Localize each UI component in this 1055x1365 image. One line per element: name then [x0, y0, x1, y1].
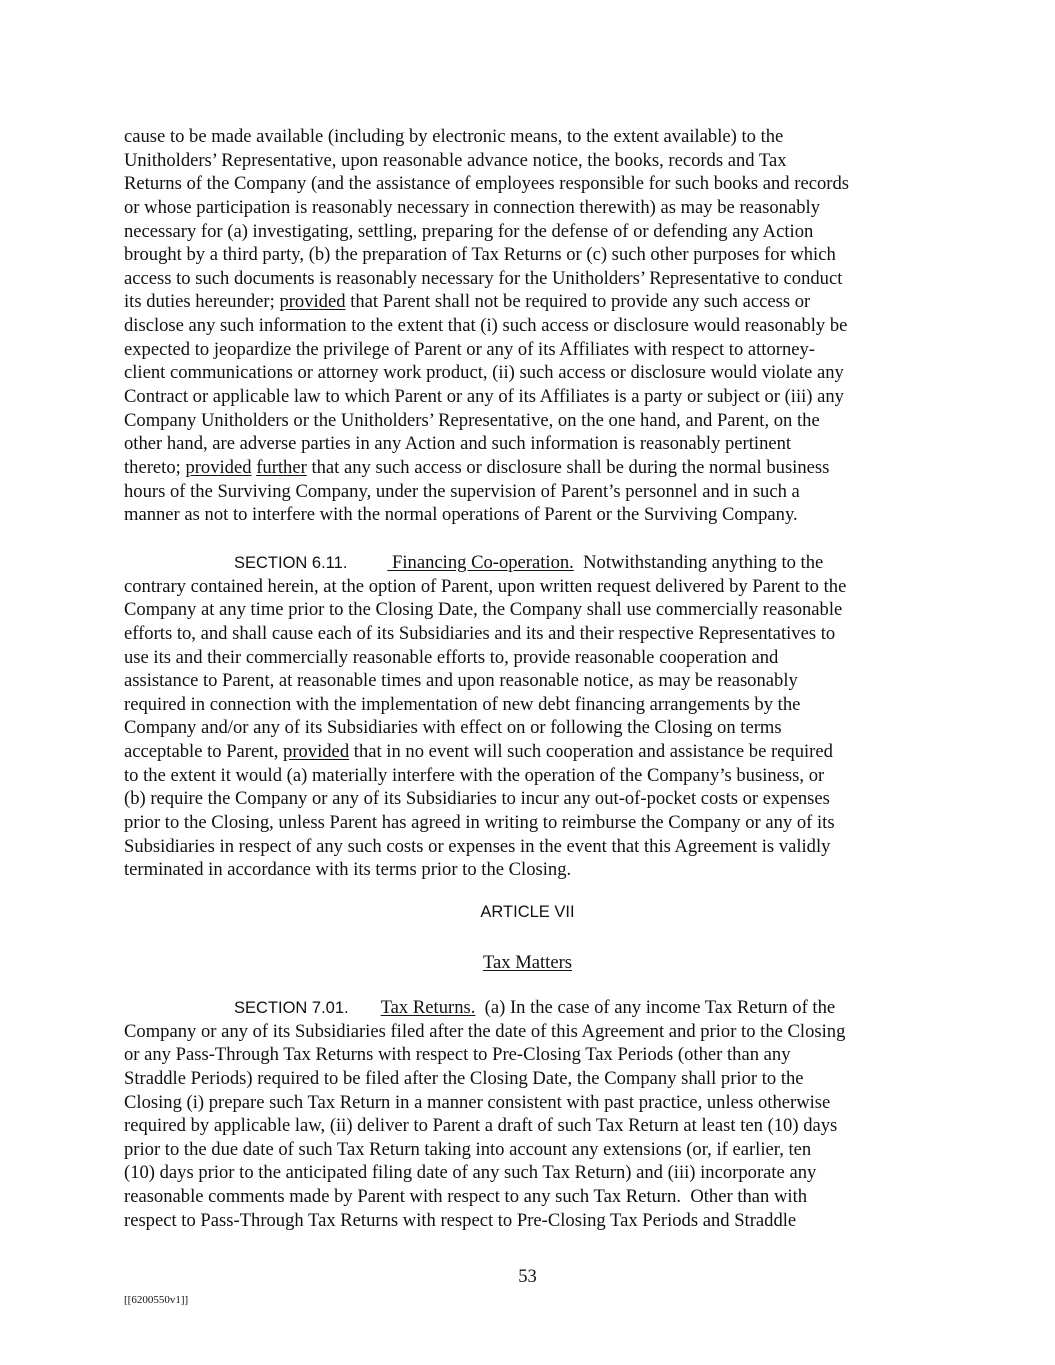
text-line: [124, 669, 944, 693]
text-line: [124, 456, 944, 480]
text-line: [124, 409, 944, 433]
text-segment: Returns of the Company (and the assistance of employees responsible for such books and records: [124, 173, 849, 195]
section-text: (a) In the case of any income Tax Return of the: [475, 997, 836, 1018]
text-segment: or any Pass-Through Tax Returns with respect to Pre-Closing Tax Periods (other than any: [124, 1044, 791, 1066]
text-line: [124, 598, 944, 622]
underlined-term: provided: [185, 456, 252, 478]
section-title: Tax Returns.: [380, 997, 476, 1018]
text-line: [124, 314, 944, 338]
text-segment: brought by a third party, (b) the preparation of Tax Returns or (c) such other purposes for which: [124, 244, 836, 266]
section-7-01-paragraph: [124, 996, 944, 1232]
text-line: [124, 1091, 944, 1115]
text-line: [124, 149, 944, 173]
text-segment: or whose participation is reasonably necessary in connection therewith) as may be reasonably: [124, 196, 820, 218]
text-segment: Unitholders’ Representative, upon reasonable advance notice, the books, records and Tax: [124, 149, 787, 171]
section-heading-line: [124, 551, 944, 575]
text-segment: Company at any time prior to the Closing Date, the Company shall use commercially reasonable: [124, 599, 843, 621]
text-segment: Company and/or any of its Subsidiaries with effect on or following the Closing on terms: [124, 717, 782, 739]
text-line: [124, 693, 944, 717]
text-line: [124, 385, 944, 409]
text-line: [124, 1185, 944, 1209]
text-segment: Contract or applicable law to which Parent or any of its Affiliates is a party or subject or (iii) any: [124, 386, 844, 408]
text-line: [124, 196, 944, 220]
text-line: [124, 646, 944, 670]
text-segment: access to such documents is reasonably necessary for the Unitholders’ Representative to conduct: [124, 267, 843, 289]
text-segment: Company or any of its Subsidiaries filed after the date of this Agreement and prior to the Closing: [124, 1020, 846, 1042]
text-segment: Closing (i) prepare such Tax Return in a manner consistent with past practice, unless otherwise: [124, 1091, 831, 1113]
text-line: [124, 622, 944, 646]
text-segment: cause to be made available (including by electronic means, to the extent available) to the: [124, 126, 784, 147]
section-6-11-paragraph: [124, 551, 944, 882]
text-segment: that in no event will such cooperation and assistance be required: [349, 741, 833, 763]
text-line: [124, 1209, 944, 1233]
text-line: [124, 361, 944, 385]
text-line: [124, 290, 944, 314]
text-line: [124, 243, 944, 267]
text-line: [124, 220, 944, 244]
text-line: [124, 480, 944, 504]
section-body: [124, 1020, 944, 1233]
text-segment: terminated in accordance with its terms prior to the Closing.: [124, 859, 572, 881]
underlined-term: provided: [283, 741, 350, 763]
text-segment: reasonable comments made by Parent with respect to any such Tax Return. Other than with: [124, 1186, 808, 1208]
text-line: [124, 716, 944, 740]
text-line: [124, 1161, 944, 1185]
text-segment: its duties hereunder;: [124, 291, 280, 313]
text-line: [124, 811, 944, 835]
text-segment: prior to the Closing, unless Parent has agreed in writing to reimburse the Company or any of its: [124, 812, 835, 834]
text-line: [124, 503, 944, 527]
section-number: SECTION 7.01.: [234, 999, 349, 1017]
text-segment: necessary for (a) investigating, settling, preparing for the defense of or defending any Action: [124, 220, 814, 242]
text-segment: disclose any such information to the extent that (i) such access or disclosure would reasonably be: [124, 315, 848, 337]
document-id-footer: [[6200550v1]]: [124, 1294, 189, 1306]
text-line: [124, 764, 944, 788]
text-segment: manner as not to interfere with the normal operations of Parent or the Surviving Company.: [124, 504, 798, 526]
section-heading-line: [124, 996, 944, 1020]
text-segment: hours of the Surviving Company, under the supervision of Parent’s personnel and in such a: [124, 480, 800, 502]
text-segment: other hand, are adverse parties in any Action and such information is reasonably pertinent: [124, 433, 792, 455]
text-segment: Company Unitholders or the Unitholders’ Representative, on the one hand, and Parent, on the: [124, 409, 820, 431]
text-line: [124, 575, 944, 599]
text-segment: to the extent it would (a) materially interfere with the operation of the Company’s business, or: [124, 764, 825, 786]
text-segment: efforts to, and shall cause each of its Subsidiaries and its and their respective Representatives to: [124, 622, 836, 644]
underlined-term: provided: [279, 291, 346, 313]
text-segment: (b) require the Company or any of its Subsidiaries to incur any out-of-pocket costs or expenses: [124, 788, 830, 810]
text-segment: thereto;: [124, 456, 186, 478]
text-segment: contrary contained herein, at the option of Parent, upon written request delivered by Parent to the: [124, 575, 847, 597]
text-line: [124, 858, 944, 882]
text-segment: respect to Pass-Through Tax Returns with respect to Pre-Closing Tax Periods and Straddle: [124, 1209, 797, 1231]
text-segment: acceptable to Parent,: [124, 741, 284, 763]
text-line: [124, 740, 944, 764]
text-line: [124, 172, 944, 196]
text-line: [124, 1114, 944, 1138]
text-line: [124, 1067, 944, 1091]
text-line: [124, 125, 944, 149]
text-line: [124, 338, 944, 362]
text-segment: prior to the due date of such Tax Return taking into account any extensions (or, if earlier, ten: [124, 1138, 812, 1160]
section-body: [124, 575, 944, 882]
text-segment: use its and their commercially reasonable efforts to, provide reasonable cooperation and: [124, 646, 779, 668]
text-segment: Straddle Periods) required to be filed after the Closing Date, the Company shall prior to the: [124, 1067, 804, 1089]
page-number: 53: [518, 1266, 537, 1287]
text-line: [124, 835, 944, 859]
text-segment: assistance to Parent, at reasonable times and upon reasonable notice, as may be reasonably: [124, 670, 798, 692]
article-number: ARTICLE VII: [480, 903, 575, 921]
section-text: Notwithstanding anything to the: [573, 552, 824, 573]
paragraph-access-continuation: [124, 125, 944, 527]
text-line: [124, 787, 944, 811]
text-segment: that any such access or disclosure shall be during the normal business: [306, 456, 830, 478]
text-line: [124, 1043, 944, 1067]
underlined-term: further: [256, 456, 307, 478]
text-line: [124, 1138, 944, 1162]
text-segment: required in connection with the implementation of new debt financing arrangements by the: [124, 693, 801, 715]
text-segment: required by applicable law, (ii) deliver to Parent a draft of such Tax Return at least ten (10) days: [124, 1115, 838, 1137]
text-segment: expected to jeopardize the privilege of Parent or any of its Affiliates with respect to attorney-: [124, 338, 816, 360]
section-title: Financing Co-operation.: [387, 552, 574, 573]
section-number: SECTION 6.11.: [234, 554, 348, 572]
text-segment: client communications or attorney work product, (ii) such access or disclosure would violate any: [124, 362, 844, 384]
text-line: [124, 267, 944, 291]
text-line: [124, 432, 944, 456]
text-segment: Subsidiaries in respect of any such costs or expenses in the event that this Agreement is validly: [124, 835, 831, 857]
text-segment: that Parent shall not be required to provide any such access or: [345, 291, 811, 313]
text-segment: (10) days prior to the anticipated filing date of any such Tax Return) and (iii) incorporate any: [124, 1162, 817, 1184]
text-line: [124, 1020, 944, 1044]
article-title: Tax Matters: [482, 952, 573, 973]
